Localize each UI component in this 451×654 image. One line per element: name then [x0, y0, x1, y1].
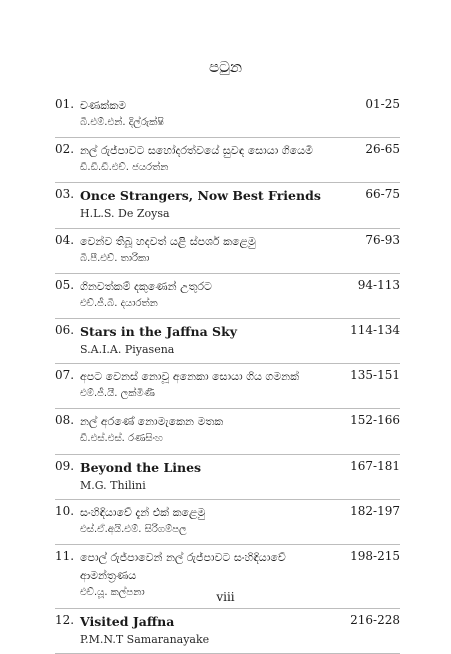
- entry-number: 03.: [55, 187, 75, 202]
- entry-title: Visited Jaffna: [80, 613, 175, 629]
- entry-pages: 216-228: [350, 612, 400, 627]
- entry-number: 10.: [55, 503, 75, 518]
- entry-author: P.M.N.T Samaranayake: [80, 632, 210, 646]
- entry-title: පොල් රුජ්පාවෙන් නල් රුජ්පාවට සංහිඳියාවේ ආමන්ත්‍රණය: [80, 550, 286, 582]
- toc-entry: [55, 455, 400, 500]
- entry-number: 01.: [55, 97, 75, 111]
- toc-entry: [55, 274, 400, 319]
- entry-author: බී.පී.එච්. තාරිකා: [80, 252, 150, 264]
- entry-title: අපට වෙනස් නොවූ අනෙකා සොයා ගිය ගමනක්: [80, 370, 300, 384]
- toc-entry: [55, 138, 400, 183]
- entry-pages: 94-113: [357, 277, 400, 292]
- entry-pages: 114-134: [350, 322, 400, 337]
- entry-number: 06.: [55, 322, 75, 337]
- entry-pages: 135-151: [350, 368, 400, 383]
- entry-author: S.A.I.A. Piyasena: [80, 342, 175, 356]
- toc-entry: [55, 409, 400, 454]
- entry-title: චණක්කම: [80, 99, 127, 112]
- toc-entry: [55, 364, 400, 409]
- entry-title: සංහිඳියාවේ දැන් එක් කළෙමු: [80, 505, 206, 519]
- entry-number: 12.: [55, 612, 75, 627]
- entry-number: 07.: [55, 368, 75, 383]
- entry-pages: 167-181: [350, 458, 400, 473]
- entry-pages: 76-93: [365, 232, 400, 247]
- toc-entry: [55, 229, 400, 274]
- entry-pages: 01-25: [365, 97, 400, 111]
- entry-author: ඩී.එස්.එස්. රණසිංහ: [80, 433, 163, 445]
- entry-author: එම්.ජී.යී. ලක්මිණී: [80, 388, 155, 400]
- page-number: viii: [216, 590, 235, 604]
- entry-number: 04.: [55, 232, 75, 247]
- entry-pages: 66-75: [365, 187, 400, 202]
- table-of-contents: [55, 93, 400, 654]
- entry-author: එච්.යූ. කල්පනා: [80, 586, 145, 598]
- entry-pages: 152-166: [350, 413, 400, 428]
- entry-author: එස්.ඒ.අයි.එම්. සිරිගම්පල: [80, 523, 187, 535]
- entry-pages: 26-65: [365, 142, 400, 157]
- toc-entry: [55, 500, 400, 545]
- toc-entry: [55, 319, 400, 364]
- entry-pages: 182-197: [350, 503, 400, 518]
- entry-number: 11.: [55, 548, 75, 563]
- entry-title: නල් අරණේ නොමැකෙන මතක: [80, 415, 224, 429]
- entry-author: බී.එම්.එන්. දිල්රුක්ෂි: [80, 117, 165, 128]
- entry-title: Stars in the Jaffna Sky: [80, 323, 237, 339]
- entry-title: Beyond the Lines: [80, 459, 202, 475]
- entry-title: වෙන්ව තිබූ හදවත් යළි ස්පර්ශ කළෙමු: [80, 234, 256, 248]
- entry-author: M.G. Thilini: [80, 478, 146, 492]
- entry-author: එච්.ජී.බී. දයාරත්න: [80, 297, 158, 309]
- entry-number: 08.: [55, 413, 75, 428]
- toc-entry: [55, 93, 400, 138]
- entry-title: Once Strangers, Now Best Friends: [80, 188, 321, 204]
- entry-number: 05.: [55, 277, 75, 292]
- toc-entry: [55, 609, 400, 654]
- entry-title: ගිනවත්කම් දකුණෙන් උතුරට: [80, 279, 212, 293]
- entry-number: 09.: [55, 458, 75, 473]
- page-title: පටුන: [208, 58, 243, 76]
- entry-author: H.L.S. De Zoysa: [80, 207, 170, 221]
- entry-pages: 198-215: [350, 548, 400, 563]
- entry-number: 02.: [55, 142, 75, 157]
- entry-author: ඩී.ඩී.ඩී.එච්. ජයරත්න: [80, 162, 169, 174]
- entry-title: නල් රුජ්පාවට සහෝදරත්වයේ සුවඳ සොයා ගියෙමි: [80, 144, 313, 158]
- toc-entry: [55, 183, 400, 228]
